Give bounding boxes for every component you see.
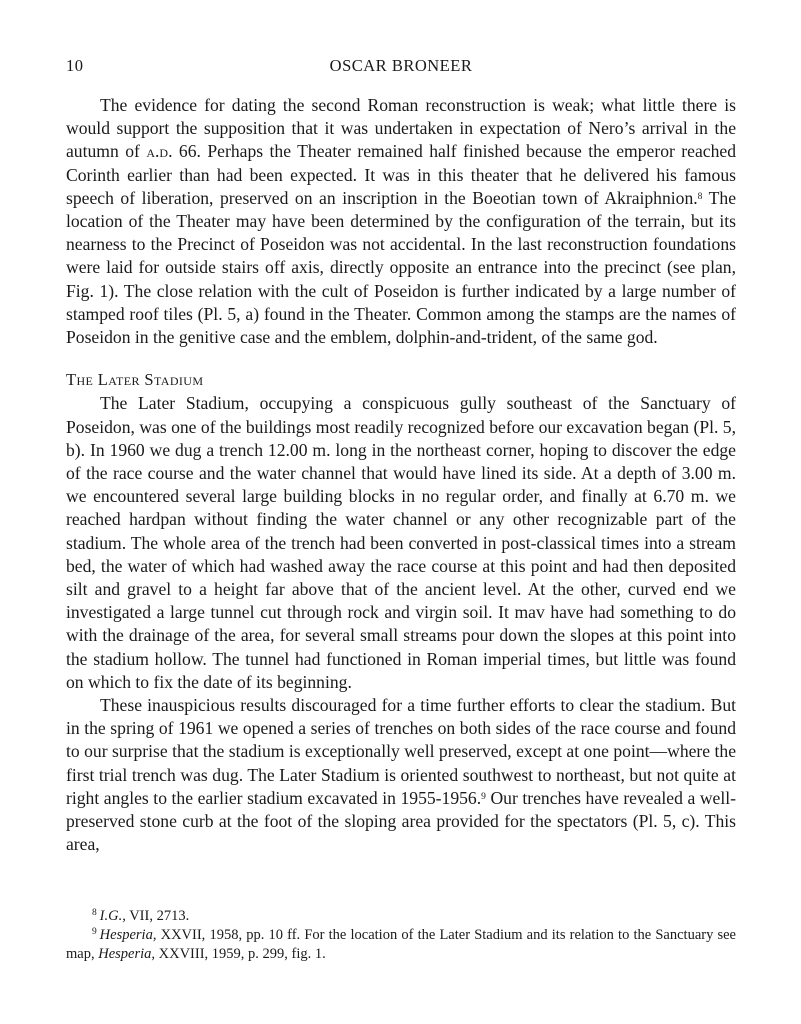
paragraph-stadium-trenches [66,694,736,856]
paragraph-theater-dating [66,94,736,349]
main-text [66,94,736,857]
running-title: OSCAR BRONEER [329,56,473,75]
page-number: 10 [66,56,84,75]
footnote-9 [66,926,736,964]
paragraph-text: 66. Perhaps the Theater remained half finished because the emperor reached Corinth earlier than had been expected. It was in this theater that he delivered his famous speech of liberation, preserved on an inscription in the Boeotian town of Akraiphnion. [66,141,736,208]
footnote-number: 9 [92,927,97,937]
footnotes [66,907,736,964]
footnote-text: , VII, 2713. [122,908,190,924]
footnote-journal: I.G. [99,908,123,924]
footnote-journal: Hesperia [99,927,153,943]
page-header [66,56,736,80]
footnote-8 [66,907,736,926]
paragraph-text: These inauspicious results discouraged for a time further efforts to clear the stadium. But in the spring of 1961 we opened a series of trenches on both sides of the race course and found to our surprise that the stadium is exceptionally well preserved, except at one point—where the first trial trench was dug. The Later Stadium is oriented southwest to northeast, but not quite at right angles to the earlier stadium excavated in 1955-1956. [66,695,736,808]
paragraph-text: The evidence for dating the second Roman reconstruction is weak; what little there is would support the supposition that it was undertaken in expectation of Nero’s arrival in the autumn of [66,95,736,162]
footnote-text: , XXVII, 1958, pp. 10 ff. For the location of the Later Stadium and its relation to the Sanctuary see map, [66,927,736,962]
section-heading: The Later Stadium [66,370,204,390]
paragraph-text: Our trenches have revealed a well-preserved stone curb at the foot of the sloping area provided for the spectators (Pl. 5, c). This area, [66,787,736,855]
footnote-text: XXVIII, 1959, p. 299, fig. 1. [155,946,326,962]
era-abbreviation: a.d. [146,141,173,162]
footnote-number: 8 [92,908,97,918]
paragraph-later-stadium: The Later Stadium, occupying a conspicuous gully southeast of the Sanctuary of Poseidon, was one of the buildings most readily recognized before our excavation began (Pl. 5, b). In 1960 we dug a trench 12.00 m. long in the northeast corner, hoping to discover the edge of the race course and the water channel that would have lined its side. At a depth of 3.00 m. we encountered several large building blocks in no regular order, and finally at 6.70 m. we reached hardpan without finding the water channel or any other recognizable part of the stadium. The whole area of the trench had been converted in post-classical times into a stream bed, the water of which had washed away the race course at this point and had then deposited silt and gravel to a height far above that of the ancient level. At the other, curved end we investigated a large tunnel cut through rock and virgin soil. It mav have had something to do with the drainage of the area, for several small streams pour down the slopes at this point into the stadium hollow. The tunnel had functioned in Roman imperial times, but little was found on which to fix the date of its beginning. [66,393,736,692]
footnote-journal: Hesperia, [98,946,156,962]
footnote-ref-9[interactable]: 9 [481,791,486,802]
footnote-ref-8[interactable]: 8 [697,191,703,202]
paragraph-text: The location of the Theater may have been determined by the configuration of the terrain, but its nearness to the Precinct of Poseidon was not accidental. In the last reconstruction foundations were laid for outside stairs off axis, directly opposite an entrance into the precinct (see plan, Fig. 1). The close relation with the cult of Poseidon is further indicated by a large number of stamped roof tiles (Pl. 5, a) found in the Theater. Common among the stamps are the names of Poseidon in the genitive case and the emblem, dolphin-and-trident, of the same god. [66,187,737,348]
